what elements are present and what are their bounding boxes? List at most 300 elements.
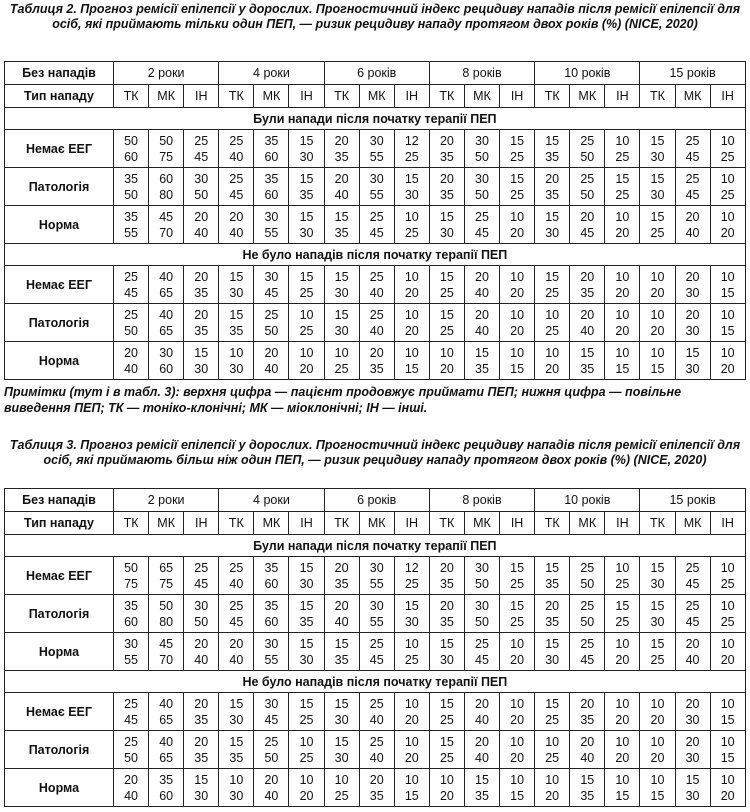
value-continue: 15 xyxy=(650,209,665,224)
value-withdrawal: 25 xyxy=(439,323,454,338)
value-cell xyxy=(149,168,184,206)
value-continue: 15 xyxy=(229,696,244,711)
value-cell xyxy=(114,693,149,731)
value-continue: 15 xyxy=(334,636,349,651)
value-continue: 40 xyxy=(159,307,174,322)
value-cell xyxy=(149,130,184,168)
value-withdrawal: 35 xyxy=(580,788,595,803)
value-continue: 10 xyxy=(299,734,314,749)
value-withdrawal: 20 xyxy=(615,652,630,667)
value-withdrawal: 75 xyxy=(124,576,138,591)
value-withdrawal: 20 xyxy=(510,750,525,765)
value-withdrawal: 40 xyxy=(229,225,244,240)
value-cell xyxy=(219,557,254,595)
value-cell xyxy=(254,130,289,168)
value-continue: 45 xyxy=(159,636,174,651)
subcolumn-header: ТК xyxy=(429,85,464,108)
value-cell xyxy=(254,731,289,769)
value-withdrawal: 35 xyxy=(439,149,454,164)
value-cell xyxy=(464,557,499,595)
value-continue: 10 xyxy=(615,772,630,787)
period-header: 10 років xyxy=(535,489,640,512)
value-continue: 25 xyxy=(369,307,384,322)
value-continue: 30 xyxy=(264,209,279,224)
value-cell xyxy=(254,168,289,206)
value-cell xyxy=(464,304,499,342)
value-cell xyxy=(219,693,254,731)
value-cell xyxy=(710,130,745,168)
value-continue: 15 xyxy=(615,598,630,613)
section-row xyxy=(5,244,746,266)
row-label: Немає ЕЕГ xyxy=(5,266,114,304)
value-cell xyxy=(535,130,570,168)
value-cell xyxy=(605,206,640,244)
value-withdrawal: 55 xyxy=(369,149,384,164)
value-cell xyxy=(429,693,464,731)
value-continue: 10 xyxy=(299,772,314,787)
value-continue: 15 xyxy=(439,696,454,711)
subcolumn-header: МК xyxy=(359,85,394,108)
section-title: Були напади після початку терапії ПЕП xyxy=(5,535,746,557)
value-continue: 10 xyxy=(545,772,560,787)
period-header: 2 роки xyxy=(114,489,219,512)
value-cell xyxy=(149,595,184,633)
value-continue: 30 xyxy=(264,269,279,284)
value-withdrawal: 30 xyxy=(334,323,349,338)
value-cell xyxy=(359,633,394,671)
value-withdrawal: 30 xyxy=(194,788,209,803)
value-cell xyxy=(675,266,710,304)
value-withdrawal: 45 xyxy=(685,149,700,164)
value-cell xyxy=(500,304,535,342)
period-header: 10 років xyxy=(535,62,640,85)
value-continue: 30 xyxy=(475,133,489,148)
value-cell xyxy=(289,731,324,769)
subcolumn-header: ТК xyxy=(114,512,149,535)
value-continue: 10 xyxy=(650,269,665,284)
value-continue: 20 xyxy=(334,171,349,186)
value-cell xyxy=(570,595,605,633)
value-cell xyxy=(500,557,535,595)
value-withdrawal: 60 xyxy=(124,614,138,629)
value-continue: 35 xyxy=(264,133,279,148)
value-cell xyxy=(324,595,359,633)
value-cell xyxy=(710,168,745,206)
value-continue: 15 xyxy=(299,171,314,186)
value-continue: 30 xyxy=(264,636,279,651)
value-cell xyxy=(535,693,570,731)
value-continue: 20 xyxy=(194,696,209,711)
value-withdrawal: 30 xyxy=(685,788,700,803)
value-continue: 15 xyxy=(334,696,349,711)
value-cell xyxy=(675,595,710,633)
value-cell xyxy=(149,693,184,731)
value-continue: 10 xyxy=(720,772,735,787)
value-cell xyxy=(429,769,464,807)
value-continue: 10 xyxy=(510,345,525,360)
value-withdrawal: 40 xyxy=(580,323,595,338)
value-continue: 20 xyxy=(194,636,209,651)
value-withdrawal: 25 xyxy=(439,750,454,765)
value-continue: 30 xyxy=(475,560,489,575)
value-cell xyxy=(500,342,535,380)
subcolumn-header: ТК xyxy=(219,85,254,108)
value-cell xyxy=(464,693,499,731)
value-withdrawal: 55 xyxy=(124,652,138,667)
value-withdrawal: 20 xyxy=(615,225,630,240)
value-continue: 10 xyxy=(510,209,525,224)
value-continue: 20 xyxy=(439,171,454,186)
value-withdrawal: 15 xyxy=(615,788,630,803)
value-continue: 20 xyxy=(580,307,595,322)
value-continue: 20 xyxy=(475,696,489,711)
period-header: 2 роки xyxy=(114,62,219,85)
value-continue: 15 xyxy=(510,133,525,148)
value-withdrawal: 40 xyxy=(580,750,595,765)
value-withdrawal: 20 xyxy=(650,712,665,727)
value-cell xyxy=(394,731,429,769)
value-withdrawal: 20 xyxy=(404,323,419,338)
value-continue: 35 xyxy=(124,171,138,186)
value-cell xyxy=(394,168,429,206)
value-continue: 10 xyxy=(334,345,349,360)
value-continue: 20 xyxy=(580,696,595,711)
value-continue: 50 xyxy=(124,560,138,575)
value-withdrawal: 35 xyxy=(545,614,560,629)
value-withdrawal: 20 xyxy=(545,361,560,376)
subcolumn-header: МК xyxy=(254,512,289,535)
value-withdrawal: 70 xyxy=(159,652,174,667)
value-continue: 15 xyxy=(334,269,349,284)
value-cell xyxy=(640,731,675,769)
value-continue: 15 xyxy=(194,772,209,787)
value-cell xyxy=(254,595,289,633)
table-row xyxy=(5,130,746,168)
value-cell xyxy=(324,693,359,731)
value-continue: 50 xyxy=(124,133,138,148)
value-cell xyxy=(570,633,605,671)
value-withdrawal: 35 xyxy=(334,576,349,591)
value-withdrawal: 25 xyxy=(299,712,314,727)
value-cell xyxy=(605,769,640,807)
value-continue: 25 xyxy=(229,171,244,186)
value-continue: 10 xyxy=(299,345,314,360)
header-row-periods xyxy=(5,489,746,512)
value-withdrawal: 20 xyxy=(650,285,665,300)
value-cell xyxy=(500,633,535,671)
value-withdrawal: 55 xyxy=(264,225,279,240)
value-withdrawal: 20 xyxy=(404,285,419,300)
value-withdrawal: 20 xyxy=(510,652,525,667)
value-cell xyxy=(254,769,289,807)
value-cell xyxy=(184,342,219,380)
table-2-caption: Таблиця 2. Прогноз ремісії епілепсії у дорослих. Прогностичний індекс рецидиву нападів після ремісії епілепсії для осіб, які приймають тільки один ПЕП, — ризик рецидиву нападу протягом двох років (%) (NICE, 2020) xyxy=(9,2,741,31)
value-cell xyxy=(640,693,675,731)
value-withdrawal: 25 xyxy=(334,361,349,376)
value-withdrawal: 30 xyxy=(229,285,244,300)
row-label: Патологія xyxy=(5,595,114,633)
table-row xyxy=(5,693,746,731)
value-withdrawal: 35 xyxy=(229,323,244,338)
table-row xyxy=(5,731,746,769)
value-continue: 10 xyxy=(720,269,735,284)
section-title: Не було нападів після початку терапії ПЕП xyxy=(5,671,746,693)
subcolumn-header: ТК xyxy=(429,512,464,535)
subcolumn-header: ТК xyxy=(219,512,254,535)
value-continue: 30 xyxy=(159,345,174,360)
value-cell xyxy=(324,304,359,342)
value-cell xyxy=(149,206,184,244)
value-withdrawal: 20 xyxy=(615,750,630,765)
value-withdrawal: 40 xyxy=(369,285,384,300)
value-cell xyxy=(359,769,394,807)
value-continue: 25 xyxy=(124,269,138,284)
value-withdrawal: 15 xyxy=(650,361,665,376)
value-withdrawal: 40 xyxy=(475,750,489,765)
value-withdrawal: 20 xyxy=(510,712,525,727)
value-withdrawal: 45 xyxy=(685,614,700,629)
value-withdrawal: 40 xyxy=(475,285,489,300)
value-withdrawal: 30 xyxy=(650,149,665,164)
row-label: Норма xyxy=(5,342,114,380)
table-row xyxy=(5,168,746,206)
value-withdrawal: 25 xyxy=(439,712,454,727)
value-withdrawal: 50 xyxy=(580,576,595,591)
value-continue: 25 xyxy=(369,209,384,224)
value-withdrawal: 35 xyxy=(334,149,349,164)
value-continue: 12 xyxy=(404,133,419,148)
value-withdrawal: 65 xyxy=(159,323,174,338)
value-cell xyxy=(219,731,254,769)
value-withdrawal: 30 xyxy=(439,652,454,667)
value-cell xyxy=(500,769,535,807)
value-withdrawal: 25 xyxy=(720,149,735,164)
value-cell xyxy=(605,342,640,380)
value-continue: 10 xyxy=(720,171,735,186)
value-withdrawal: 25 xyxy=(404,149,419,164)
value-withdrawal: 20 xyxy=(720,788,735,803)
value-continue: 25 xyxy=(124,696,138,711)
value-cell xyxy=(114,130,149,168)
value-cell xyxy=(219,206,254,244)
value-cell xyxy=(535,206,570,244)
value-withdrawal: 40 xyxy=(229,576,244,591)
value-continue: 50 xyxy=(159,598,174,613)
value-withdrawal: 25 xyxy=(545,712,560,727)
value-cell xyxy=(464,769,499,807)
row-label: Патологія xyxy=(5,168,114,206)
value-continue: 25 xyxy=(580,598,595,613)
value-withdrawal: 45 xyxy=(685,576,700,591)
value-continue: 15 xyxy=(439,209,454,224)
value-withdrawal: 50 xyxy=(264,750,279,765)
row-label: Норма xyxy=(5,206,114,244)
value-cell xyxy=(219,168,254,206)
subcolumn-header: ІН xyxy=(184,512,219,535)
value-withdrawal: 25 xyxy=(439,285,454,300)
row-label: Патологія xyxy=(5,304,114,342)
table-row xyxy=(5,342,746,380)
value-continue: 15 xyxy=(439,636,454,651)
value-continue: 10 xyxy=(510,772,525,787)
value-cell xyxy=(114,557,149,595)
value-cell xyxy=(289,693,324,731)
value-withdrawal: 40 xyxy=(369,750,384,765)
value-continue: 30 xyxy=(475,598,489,613)
value-withdrawal: 60 xyxy=(159,788,174,803)
value-withdrawal: 80 xyxy=(159,187,174,202)
value-cell xyxy=(394,693,429,731)
value-withdrawal: 50 xyxy=(264,323,279,338)
value-cell xyxy=(429,168,464,206)
value-withdrawal: 15 xyxy=(404,788,419,803)
subcolumn-header: МК xyxy=(254,85,289,108)
value-withdrawal: 65 xyxy=(159,750,174,765)
value-cell xyxy=(710,266,745,304)
value-withdrawal: 25 xyxy=(299,285,314,300)
value-continue: 15 xyxy=(299,269,314,284)
value-withdrawal: 25 xyxy=(334,788,349,803)
value-withdrawal: 25 xyxy=(545,750,560,765)
value-cell xyxy=(710,304,745,342)
value-continue: 35 xyxy=(124,598,138,613)
value-continue: 10 xyxy=(720,345,735,360)
value-withdrawal: 35 xyxy=(194,712,209,727)
value-withdrawal: 15 xyxy=(404,361,419,376)
value-continue: 10 xyxy=(615,209,630,224)
value-withdrawal: 25 xyxy=(510,187,525,202)
header-row-periods xyxy=(5,62,746,85)
value-continue: 15 xyxy=(334,209,349,224)
value-withdrawal: 45 xyxy=(475,225,489,240)
value-withdrawal: 40 xyxy=(229,652,244,667)
value-continue: 25 xyxy=(475,209,489,224)
value-cell xyxy=(570,168,605,206)
value-cell xyxy=(535,304,570,342)
value-continue: 10 xyxy=(510,734,525,749)
value-cell xyxy=(149,731,184,769)
value-withdrawal: 35 xyxy=(580,285,595,300)
value-continue: 10 xyxy=(650,772,665,787)
value-cell xyxy=(219,595,254,633)
subcolumn-header: МК xyxy=(149,85,184,108)
value-continue: 20 xyxy=(439,133,454,148)
value-continue: 15 xyxy=(299,209,314,224)
value-withdrawal: 25 xyxy=(615,149,630,164)
value-continue: 15 xyxy=(299,696,314,711)
value-cell xyxy=(184,633,219,671)
value-continue: 25 xyxy=(264,307,279,322)
value-continue: 10 xyxy=(404,696,419,711)
value-continue: 35 xyxy=(264,171,279,186)
value-withdrawal: 60 xyxy=(264,149,279,164)
value-cell xyxy=(710,557,745,595)
value-cell xyxy=(429,342,464,380)
value-continue: 20 xyxy=(194,209,209,224)
value-continue: 15 xyxy=(650,636,665,651)
value-cell xyxy=(359,206,394,244)
table-row xyxy=(5,769,746,807)
value-cell xyxy=(289,557,324,595)
value-withdrawal: 45 xyxy=(685,187,700,202)
value-continue: 10 xyxy=(615,696,630,711)
value-continue: 30 xyxy=(369,560,384,575)
value-withdrawal: 25 xyxy=(720,187,735,202)
header-row-types xyxy=(5,85,746,108)
period-header: 6 років xyxy=(324,62,429,85)
value-cell xyxy=(500,731,535,769)
value-cell xyxy=(289,168,324,206)
row-label: Норма xyxy=(5,633,114,671)
value-continue: 25 xyxy=(369,636,384,651)
value-continue: 30 xyxy=(369,171,384,186)
value-cell xyxy=(570,130,605,168)
value-withdrawal: 35 xyxy=(299,187,314,202)
value-withdrawal: 25 xyxy=(650,225,665,240)
value-cell xyxy=(710,633,745,671)
value-cell xyxy=(394,342,429,380)
value-withdrawal: 25 xyxy=(545,323,560,338)
value-withdrawal: 40 xyxy=(124,361,138,376)
value-withdrawal: 20 xyxy=(439,788,454,803)
value-withdrawal: 20 xyxy=(650,323,665,338)
header-label-seizure-free: Без нападів xyxy=(5,489,114,512)
value-withdrawal: 45 xyxy=(229,614,244,629)
value-withdrawal: 40 xyxy=(334,614,349,629)
value-cell xyxy=(324,769,359,807)
value-withdrawal: 75 xyxy=(159,576,174,591)
value-withdrawal: 40 xyxy=(369,323,384,338)
value-cell xyxy=(184,130,219,168)
value-cell xyxy=(640,633,675,671)
table-row xyxy=(5,633,746,671)
value-continue: 20 xyxy=(334,133,349,148)
value-continue: 15 xyxy=(439,307,454,322)
value-cell xyxy=(114,342,149,380)
value-withdrawal: 65 xyxy=(159,712,174,727)
value-continue: 25 xyxy=(369,734,384,749)
subcolumn-header: МК xyxy=(570,85,605,108)
value-continue: 10 xyxy=(650,345,665,360)
value-cell xyxy=(675,342,710,380)
value-withdrawal: 30 xyxy=(299,576,314,591)
value-continue: 10 xyxy=(615,133,630,148)
value-continue: 25 xyxy=(194,133,209,148)
value-cell xyxy=(254,693,289,731)
value-withdrawal: 50 xyxy=(124,187,138,202)
value-withdrawal: 35 xyxy=(299,614,314,629)
value-continue: 15 xyxy=(229,734,244,749)
value-cell xyxy=(219,130,254,168)
value-withdrawal: 30 xyxy=(545,652,560,667)
value-continue: 20 xyxy=(194,734,209,749)
value-continue: 25 xyxy=(229,560,244,575)
value-withdrawal: 30 xyxy=(194,361,209,376)
value-continue: 15 xyxy=(650,133,665,148)
value-continue: 20 xyxy=(475,734,489,749)
subcolumn-header: ІН xyxy=(710,85,745,108)
value-cell xyxy=(605,557,640,595)
value-withdrawal: 30 xyxy=(334,712,349,727)
value-continue: 40 xyxy=(159,734,174,749)
value-continue: 15 xyxy=(650,560,665,575)
value-continue: 10 xyxy=(404,345,419,360)
value-withdrawal: 30 xyxy=(229,361,244,376)
value-cell xyxy=(219,266,254,304)
value-continue: 15 xyxy=(299,560,314,575)
value-continue: 15 xyxy=(439,269,454,284)
value-cell xyxy=(254,342,289,380)
